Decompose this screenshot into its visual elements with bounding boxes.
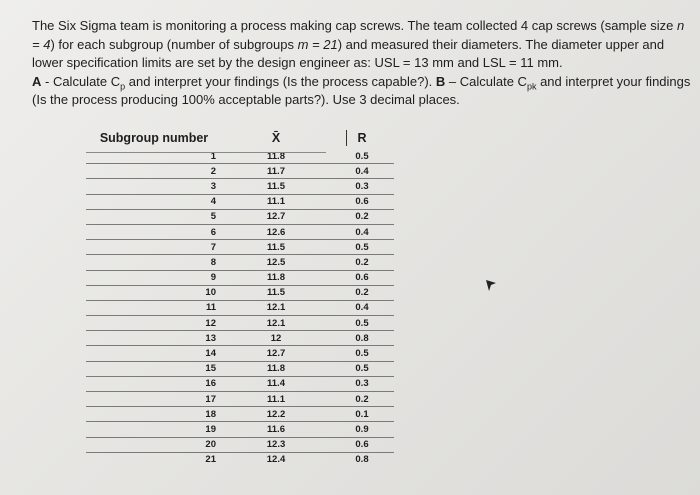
cell-range: 0.5 (330, 240, 394, 255)
cell-subgroup: 16 (86, 376, 222, 391)
cell-x-bar: 11.5 (222, 240, 330, 255)
cell-range: 0.5 (330, 346, 394, 361)
cell-subgroup: 12 (86, 316, 222, 331)
cell-range: 0.3 (330, 376, 394, 391)
header-subgroup-number: Subgroup number (99, 131, 209, 145)
cell-subgroup: 8 (86, 255, 222, 270)
cell-subgroup: 3 (86, 179, 222, 194)
cell-range: 0.6 (330, 194, 394, 209)
cell-subgroup: 1 (210, 150, 216, 162)
cell-x-bar: 12.1 (222, 300, 330, 315)
cell-x-bar: 12.5 (222, 255, 330, 270)
subgroup-data-table (86, 130, 394, 467)
table-row (86, 437, 394, 452)
cell-subgroup: 6 (86, 224, 222, 239)
cell-subgroup: 5 (86, 209, 222, 224)
cell-x-bar: 11.5 (222, 179, 330, 194)
cell-x-bar: 11.7 (222, 164, 330, 179)
header-divider (86, 152, 326, 153)
cell-subgroup: 4 (86, 194, 222, 209)
cell-subgroup: 7 (86, 240, 222, 255)
cell-range: 0.9 (330, 422, 394, 437)
problem-statement: The Six Sigma team is monitoring a process making cap screws. The team collected 4 cap screws (sample size n = 4) for each subgroup (number of subgroups m = 21) and measured their diameters. The diameter upper and lower specification limits are set by the design engineer as: USL = 13 mm and LSL = 11 mm. A - Calculate $C_p$ and interpret your findings (Is the process capable?). B – Calculate $C_{pk}$ and interpret your findings (Is the process producing 100% acceptable parts?). Use 3 decimal places. (32, 18, 691, 107)
table-row (86, 407, 394, 422)
cell-x-bar: 12.2 (222, 407, 330, 422)
cell-range: 0.8 (330, 452, 394, 467)
cell-range: 0.5 (330, 361, 394, 376)
table-row (86, 164, 394, 179)
table-header-row (86, 130, 394, 149)
cell-x-bar: 12.4 (222, 452, 330, 467)
cell-x-bar: 12.7 (222, 209, 330, 224)
cell-subgroup: 15 (86, 361, 222, 376)
table-row (86, 270, 394, 285)
cell-x-bar: 11.4 (222, 376, 330, 391)
cell-range: 0.2 (330, 209, 394, 224)
cell-subgroup: 17 (86, 392, 222, 407)
cell-range: 0.2 (330, 255, 394, 270)
cell-x-bar: 12.3 (222, 437, 330, 452)
cell-range: 0.3 (330, 179, 394, 194)
cell-x-bar: 12 (222, 331, 330, 346)
table-row (86, 194, 394, 209)
cell-x-bar: 12.7 (222, 346, 330, 361)
sample-size: n = 4 (32, 18, 685, 52)
cell-range: 0.4 (330, 224, 394, 239)
cell-x-bar: 11.8 (222, 270, 330, 285)
cell-subgroup: 11 (86, 300, 222, 315)
cell-subgroup: 10 (86, 285, 222, 300)
table-row (86, 209, 394, 224)
mouse-pointer-icon (485, 279, 497, 298)
cell-x-bar: 11.8 (222, 361, 330, 376)
table-row (86, 376, 394, 391)
cell-x-bar: 11.5 (222, 285, 330, 300)
table-row (86, 255, 394, 270)
cell-subgroup: 2 (86, 164, 222, 179)
table-row (86, 392, 394, 407)
part-b-label: B (435, 73, 446, 89)
cell-range: 0.4 (330, 300, 394, 315)
cell-range: 0.4 (330, 164, 394, 179)
cell-subgroup: 18 (86, 407, 222, 422)
cell-x-bar: 11.1 (222, 194, 330, 209)
cell-subgroup: 21 (86, 452, 222, 467)
cell-range: 0.1 (330, 407, 394, 422)
table-row (86, 240, 394, 255)
table-row (86, 285, 394, 300)
cell-x-bar: 12.6 (222, 224, 330, 239)
part-a-label: A (32, 73, 42, 89)
cell-subgroup: 19 (86, 422, 222, 437)
cell-range: 0.6 (330, 270, 394, 285)
cell-x-bar: 11.6 (222, 422, 330, 437)
header-x-bar: X̄ (271, 131, 281, 145)
cell-range: 0.5 (330, 316, 394, 331)
table-row (86, 179, 394, 194)
cell-x-bar: 11.1 (222, 392, 330, 407)
cell-range: 0.8 (330, 331, 394, 346)
table-row (86, 224, 394, 239)
table-row (86, 331, 394, 346)
table-row (86, 316, 394, 331)
cell-range: 0.5 (355, 150, 369, 162)
header-range: R (357, 131, 367, 145)
cell-subgroup: 20 (86, 437, 222, 452)
cell-range: 0.6 (330, 437, 394, 452)
table-row (86, 361, 394, 376)
cell-subgroup: 9 (86, 270, 222, 285)
table-row (86, 300, 394, 315)
text-cursor (346, 130, 347, 146)
cell-subgroup: 13 (86, 331, 222, 346)
cell-range: 0.2 (330, 285, 394, 300)
table-row (86, 346, 394, 361)
cell-x-bar: 11.8 (267, 150, 285, 162)
cell-subgroup: 14 (86, 346, 222, 361)
table-row (86, 452, 394, 467)
cell-range: 0.2 (330, 392, 394, 407)
subgroup-count: m = 21 (297, 36, 338, 52)
table-row (86, 422, 394, 437)
cell-x-bar: 12.1 (222, 316, 330, 331)
